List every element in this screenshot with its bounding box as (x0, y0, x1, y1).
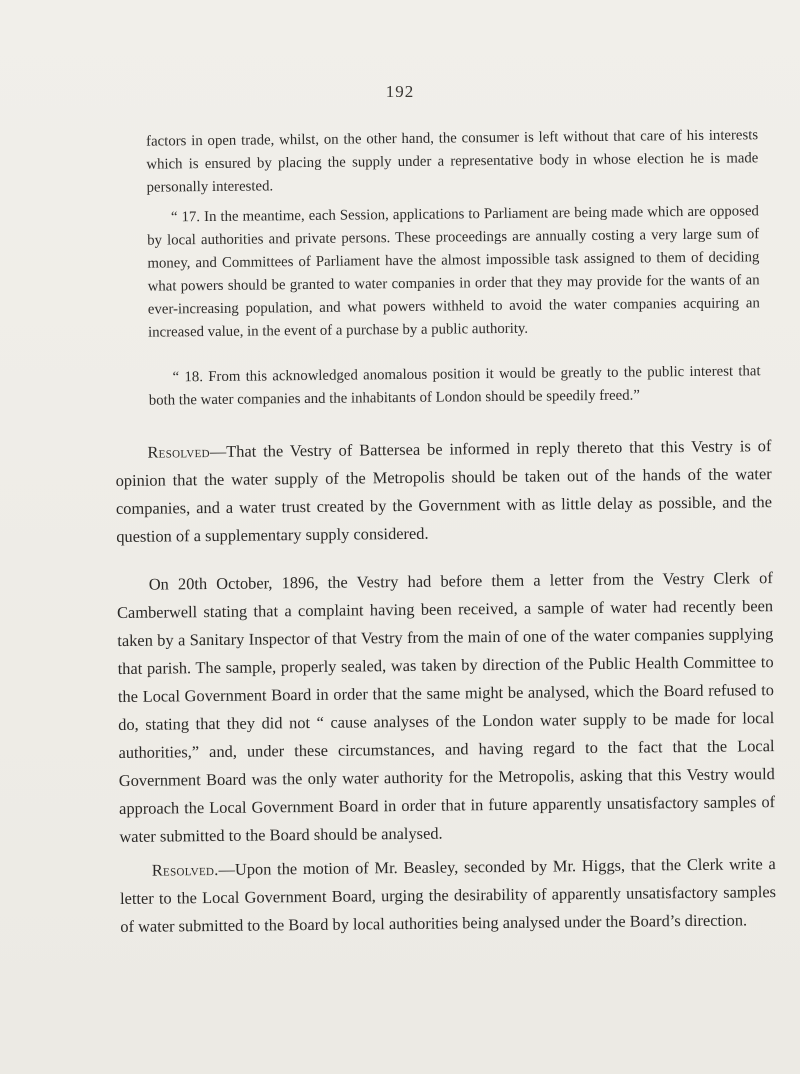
page-number: 192 (385, 82, 415, 101)
resolved-heading-2: Resolved. (151, 859, 219, 880)
resolution-paragraph-2 (120, 850, 777, 941)
page-content (0, 124, 800, 936)
quote-paragraph-18: “ 18. From this acknowledged anomalous position it would be greatly to the public interest that both the water companies and the inhabitants of London should be speedily freed.” (148, 363, 761, 409)
resolved-heading-1: Resolved (147, 442, 210, 462)
resolution-paragraph-1 (115, 432, 772, 551)
october-letter-paragraph: On 20th October, 1896, the Vestry had before them a letter from the Vestry Clerk of Camberwell stating that a complaint having been received, a sample of water had recently been taken by a Sanitary Inspector of that Vestry from the main of one of the water companies supplying that parish. The sample, properly sealed, was taken by direction of the Public Health Committee to the Local Government Board in order that the same might be analysed, which the Board refused to do, stating that they did not “ cause analyses of the London water supply to be made for local authorities,” and, under these circumstances, and having regard to the fact that the Local Government Board was the only water authority for the Metropolis, asking that this Vestry would approach the Local Government Board in order that in future apparently unsatisfactory samples of water submitted to the Board should be analysed. (116, 568, 776, 846)
quote-paragraph-17: “ 17. In the meantime, each Session, applications to Parliament are being made which are opposed by local authorities and private persons. These proceedings are annually costing a very large sum of money, and Committees of Parliament have the almost impossible task assigned to them of deciding what powers should be granted to water companies in order that they may provide for the wants of an ever-increasing population, and what powers withheld to avoid the water companies acquiring an increased value, in the event of a purchase by a public authority. (147, 203, 760, 341)
resolution-text-1: —That the Vestry of Battersea be informed in reply thereto that this Vestry is of opinion that the water supply of the Metropolis should be taken out of the hands of the water companies, and a water trust created by the Government with as little delay as possible, and the question of a supplementary supply considered. (115, 436, 773, 546)
quote-paragraph-intro: factors in open trade, whilst, on the other hand, the consumer is left without that care of his interests which is ensured by placing the supply under a representative body in whose election he is made personally interested. (146, 127, 759, 196)
resolution-text-2: —Upon the motion of Mr. Beasley, seconded by Mr. Higgs, that the Clerk write a letter to the Local Government Board, urging the desirability of apparently unsatisfactory samples of water submitted to the Board by local authorities being analysed under the Board’s direction. (119, 854, 777, 936)
